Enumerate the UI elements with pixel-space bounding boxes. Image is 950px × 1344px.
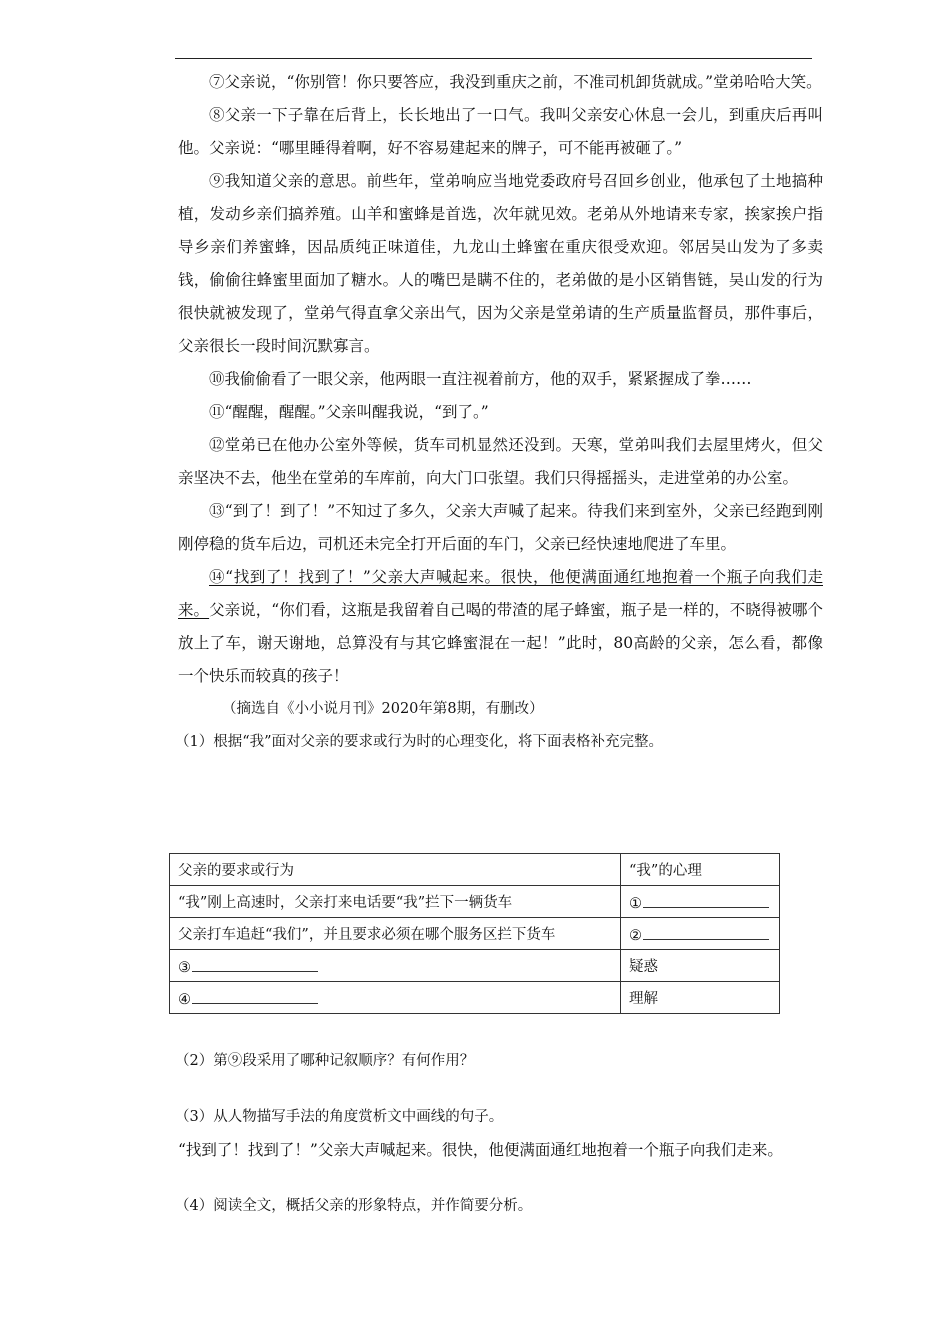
table-header-cell: “我”的心理: [621, 854, 780, 886]
table-row: [170, 918, 780, 950]
table-row: [170, 886, 780, 918]
question-4: （4）阅读全文，概括父亲的形象特点，并作简要分析。: [175, 1198, 533, 1214]
paragraph-7: ⑦父亲说，“你别管！你只要答应，我没到重庆之前，不准司机卸货就成。”堂弟哈哈大笑。: [209, 73, 822, 91]
source-note: （摘选自《小小说月刊》2020年第8期，有删改）: [222, 701, 544, 717]
table-row: [170, 982, 780, 1014]
table-cell: “我”刚上高速时，父亲打来电话要“我”拦下一辆货车: [170, 886, 621, 918]
table-cell-blank[interactable]: ④: [170, 982, 621, 1014]
question-1: （1）根据“我”面对父亲的要求或行为时的心理变化，将下面表格补充完整。: [175, 734, 664, 750]
table-cell-blank[interactable]: ③: [170, 950, 621, 982]
table-header-cell: 父亲的要求或行为: [170, 854, 621, 886]
paragraph-14-rest: 父亲说，“你们看，这瓶是我留着自己喝的带渣的尾子蜂蜜，瓶子是一样的，不晓得被哪个放上了车，谢天谢地，总算没有与其它蜂蜜混在一起！”此时，80高龄的父亲，怎么看，都像一个快乐而较真的孩子！: [178, 601, 823, 685]
table-cell: 理解: [621, 982, 780, 1014]
table-cell-blank[interactable]: ①: [621, 886, 780, 918]
underlined-sentence: ⑭“找到了！找到了！”父亲大声喊起来。很快，他便满面通红地抱着一个瓶子向我们走来。: [178, 568, 823, 619]
header-rule: [175, 58, 812, 59]
paragraph-8: ⑧父亲一下子靠在后背上，长长地出了一口气。我叫父亲安心休息一会儿，到重庆后再叫他。父亲说：“哪里睡得着啊，好不容易建起来的牌子，可不能再被砸了。”: [178, 106, 823, 157]
table-header-row: [170, 854, 780, 886]
paragraph-9: ⑨我知道父亲的意思。前些年，堂弟响应当地党委政府号召回乡创业，他承包了土地搞种植，发动乡亲们搞养殖。山羊和蜜蜂是首选，次年就见效。老弟从外地请来专家，挨家挨户指导乡亲们养蜜蜂，因品质纯正味道佳，九龙山土蜂蜜在重庆很受欢迎。邻居吴山发为了多卖钱，偷偷往蜂蜜里面加了糖水。人的嘴巴是瞒不住的，老弟做的是小区销售链，吴山发的行为很快就被发现了，堂弟气得直拿父亲出气，因为父亲是堂弟请的生产质量监督员，那件事后，父亲很长一段时间沉默寡言。: [178, 172, 823, 355]
question-2: （2）第⑨段采用了哪种记叙顺序？有何作用？: [175, 1053, 475, 1069]
answer-table: [169, 853, 780, 1014]
questions-section: [175, 1045, 823, 1223]
paragraph-11: ⑪“醒醒，醒醒。”父亲叫醒我说，“到了。”: [209, 403, 489, 421]
paragraph-12: ⑫堂弟已在他办公室外等候，货车司机显然还没到。天寒，堂弟叫我们去屋里烤火，但父亲坚决不去，他坐在堂弟的车库前，向大门口张望。我们只得摇摇头，走进堂弟的办公室。: [178, 436, 823, 487]
question-3: （3）从人物描写手法的角度赏析文中画线的句子。: [175, 1109, 504, 1125]
passage: [175, 66, 823, 759]
table-cell: 父亲打车追赶“我们”，并且要求必须在哪个服务区拦下货车: [170, 918, 621, 950]
table-cell: 疑惑: [621, 950, 780, 982]
table-row: [170, 950, 780, 982]
paragraph-14: [178, 561, 823, 693]
question-3-quote: “找到了！找到了！”父亲大声喊起来。很快，他便满面通红地抱着一个瓶子向我们走来。: [178, 1141, 783, 1159]
paragraph-13: ⑬“到了！到了！”不知过了多久，父亲大声喊了起来。待我们来到室外，父亲已经跑到刚刚停稳的货车后边，司机还未完全打开后面的车门，父亲已经快速地爬进了车里。: [178, 502, 823, 553]
paragraph-10: ⑩我偷偷看了一眼父亲，他两眼一直注视着前方，他的双手，紧紧握成了拳……: [209, 370, 752, 388]
table-cell-blank[interactable]: ②: [621, 918, 780, 950]
